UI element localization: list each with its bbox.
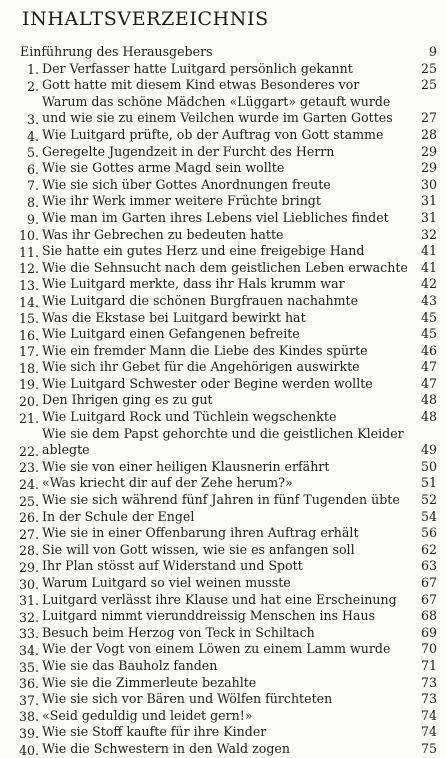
toc-entry-text-line: Wie sie dem Papst gehorchte und die geistlichen Kleider — [42, 425, 404, 441]
toc-entry-text: Geregelte Jugendzeit in der Furcht des Herrn — [42, 143, 335, 159]
toc-entry — [0, 310, 446, 327]
toc-entry — [0, 293, 446, 310]
toc-entry — [0, 144, 446, 161]
toc-entry-number: 28. — [18, 543, 39, 559]
toc-entry-page: 29 — [420, 160, 437, 176]
toc-entry-page: 74 — [420, 707, 437, 723]
toc-entry-text: Der Verfasser hatte Luitgard persönlich gekannt — [42, 60, 353, 76]
toc-entry — [0, 592, 446, 609]
toc-entry-page: 68 — [420, 608, 437, 624]
toc-entry-number: 19. — [18, 377, 39, 393]
toc-entry-number: 35. — [18, 659, 39, 675]
toc-entry — [0, 61, 446, 78]
toc-entry-page: 29 — [420, 143, 437, 159]
toc-entry — [0, 426, 446, 459]
toc-entry-page: 73 — [420, 674, 437, 690]
toc-entry-text — [42, 426, 408, 459]
toc-entry-text: Den Ihrigen ging es zu gut — [42, 392, 213, 408]
toc-entry-page: 43 — [420, 292, 437, 308]
toc-entry — [0, 658, 446, 675]
toc-entry-text: Wie Luitgard die schönen Burgfrauen nachahmte — [42, 292, 359, 308]
toc-entry — [0, 343, 446, 360]
toc-entry — [0, 575, 446, 592]
toc-entry-page: 56 — [420, 525, 437, 541]
toc-entry — [0, 708, 446, 725]
toc-entry-page: 46 — [420, 342, 437, 358]
toc-entry-text-line: und wie sie zu einem Veilchen wurde im Garten Gottes — [42, 110, 393, 126]
toc-entry — [0, 260, 446, 277]
toc-entry-page: 30 — [420, 176, 437, 192]
toc-entry-number: 14. — [18, 294, 39, 310]
toc-entry-number: 39. — [18, 725, 39, 741]
toc-entry-page: 70 — [420, 641, 437, 657]
toc-entry-text-line: ablegte — [42, 442, 90, 458]
toc-entry-number: 8. — [26, 194, 39, 210]
toc-entry-text: Wie sie von einer heiligen Klausnerin erfährt — [42, 458, 330, 474]
toc-entry-text: Luitgard nimmt vierunddreissig Menschen ins Haus — [42, 608, 376, 624]
toc-entry-number: 36. — [18, 676, 39, 692]
toc-entry — [0, 724, 446, 741]
toc-entry-text: Gott hatte mit diesem Kind etwas Besonderes vor — [42, 77, 360, 93]
toc-entry — [0, 459, 446, 476]
toc-entry-page: 69 — [420, 624, 437, 640]
toc-entry-number: 10. — [18, 228, 39, 244]
toc-entry-number: 6. — [26, 161, 39, 177]
toc-entry-page: 32 — [420, 226, 437, 242]
toc-entry-page: 25 — [420, 60, 437, 76]
toc-entry-number: 20. — [18, 394, 39, 410]
toc-entry — [0, 77, 446, 94]
toc-entry — [0, 558, 446, 575]
toc-entry-text: Wie Luitgard einen Gefangenen befreite — [42, 326, 300, 342]
toc-entry-page: 50 — [420, 458, 437, 474]
toc-entry-text: Ihr Plan stösst auf Widerstand und Spott — [42, 558, 303, 574]
toc-entry — [0, 210, 446, 227]
toc-entry-text: Wie ein fremder Mann die Liebe des Kindes spürte — [42, 342, 368, 358]
toc-entry-text: Wie sie sich vor Bären und Wölfen fürchteten — [42, 691, 333, 707]
toc-entry-number: 23. — [18, 460, 39, 476]
toc-list — [0, 44, 446, 758]
toc-entry-text: Wie ihr Werk immer weitere Früchte bringt — [42, 193, 321, 209]
toc-entry-number: 29. — [18, 560, 39, 575]
toc-entry-number: 4. — [26, 128, 39, 144]
toc-entry-text: Wie sie Stoff kaufte für ihre Kinder — [42, 724, 267, 740]
toc-entry-number: 9. — [26, 211, 39, 227]
toc-entry-number: 25. — [18, 493, 39, 509]
toc-entry — [0, 193, 446, 210]
toc-entry-text: Wie Luitgard Schwester oder Begine werden wollte — [42, 375, 373, 391]
toc-entry — [0, 741, 446, 758]
toc-entry-text: Wie Luitgard Rock und Tüchlein wegschenkte — [42, 409, 337, 425]
toc-entry-text: Sie hatte ein gutes Herz und eine freigebige Hand — [42, 243, 365, 259]
toc-entry-text: Wie der Vogt von einem Löwen zu einem Lamm wurde — [42, 641, 391, 657]
toc-entry-page: 51 — [420, 475, 437, 491]
toc-entry — [0, 608, 446, 625]
toc-entry-page: 47 — [420, 375, 437, 391]
toc-entry-number: 26. — [18, 510, 39, 526]
toc-entry-page: 27 — [420, 110, 437, 126]
toc-entry-text: Einführung des Herausgebers — [20, 44, 213, 59]
toc-entry-page: 67 — [420, 575, 437, 590]
toc-entry-text: Was die Ekstase bei Luitgard bewirkt hat — [42, 309, 306, 325]
toc-entry — [0, 359, 446, 376]
toc-entry-number: 27. — [18, 526, 39, 542]
toc-entry — [0, 276, 446, 293]
toc-entry-number: 31. — [18, 593, 39, 609]
toc-entry — [0, 691, 446, 708]
toc-entry — [0, 243, 446, 260]
toc-entry-number: 16. — [18, 327, 39, 343]
page-title: INHALTSVERZEICHNIS — [22, 8, 269, 30]
toc-entry-number: 13. — [18, 277, 39, 293]
toc-entry-text: Besuch beim Herzog von Teck in Schiltach — [42, 624, 315, 640]
toc-entry — [0, 625, 446, 642]
toc-entry-text-line: Warum das schöne Mädchen «Lüggart» getauft wurde — [42, 93, 391, 109]
toc-entry-number: 12. — [18, 261, 39, 277]
toc-entry-text: Wie sie Gottes arme Magd sein wollte — [42, 160, 285, 176]
toc-entry-text: «Seid geduldig und leidet gern!» — [42, 707, 253, 723]
toc-entry-number: 1. — [26, 62, 39, 78]
toc-entry-text: Was ihr Gebrechen zu bedeuten hatte — [42, 226, 284, 242]
toc-entry-number: 40. — [18, 742, 39, 758]
toc-entry-page: 48 — [420, 409, 437, 425]
toc-entry-page: 41 — [420, 259, 437, 275]
toc-entry-number: 22. — [18, 443, 39, 459]
toc-entry-text: Wie man im Garten ihres Lebens viel Liebliches findet — [42, 209, 389, 225]
toc-entry-page: 71 — [420, 657, 437, 673]
toc-entry-text: Wie die Sehnsucht nach dem geistlichen Leben erwachte — [42, 259, 408, 275]
toc-entry-text: Wie Luitgard prüfte, ob der Auftrag von Gott stamme — [42, 126, 384, 142]
toc-entry-text: Wie sie die Zimmerleute bezahlte — [42, 674, 257, 690]
toc-entry-text: «Was kriecht dir auf der Zehe herum?» — [42, 475, 293, 491]
toc-entry-number: 32. — [18, 609, 39, 625]
toc-entry-text: Wie sich ihr Gebet für die Angehörigen auswirkte — [42, 359, 360, 375]
toc-entry — [0, 227, 446, 244]
toc-entry-number: 37. — [18, 692, 39, 708]
toc-entry-number: 21. — [18, 410, 39, 426]
toc-entry-page: 62 — [420, 541, 437, 557]
toc-entry-page: 25 — [420, 77, 437, 93]
toc-entry-number: 7. — [26, 178, 39, 194]
toc-entry-page: 41 — [420, 243, 437, 259]
toc-entry-number: 2. — [26, 78, 39, 94]
toc-entry-page: 63 — [420, 558, 437, 574]
toc-entry-number: 30. — [18, 576, 39, 592]
toc-entry — [0, 392, 446, 409]
toc-entry-page: 45 — [420, 326, 437, 342]
toc-entry — [0, 160, 446, 177]
toc-entry-text: In der Schule der Engel — [42, 508, 195, 524]
toc-entry-number: 17. — [18, 344, 39, 360]
toc-entry-text: Luitgard verlässt ihre Klause und hat eine Erscheinung — [42, 591, 397, 607]
toc-entry-page: 75 — [420, 740, 437, 756]
toc-entry-text: Wie Luitgard merkte, dass ihr Hals krumm war — [42, 276, 345, 292]
toc-entry-number: 33. — [18, 626, 39, 642]
toc-entry-page: 28 — [420, 126, 437, 142]
toc-entry — [0, 409, 446, 426]
toc-entry-text: Wie sie sich während fünf Jahren in fünf Tugenden übte — [42, 492, 400, 508]
toc-entry-number: 34. — [18, 642, 39, 658]
toc-entry-page: 9 — [428, 44, 437, 59]
toc-entry-page: 31 — [420, 193, 437, 209]
toc-entry — [0, 326, 446, 343]
toc-entry-page: 47 — [420, 359, 437, 375]
toc-entry-page: 54 — [420, 508, 437, 524]
toc-entry-page: 49 — [420, 442, 437, 458]
toc-entry — [0, 94, 446, 127]
toc-entry-text: Wie sie sich über Gottes Anordnungen freute — [42, 176, 331, 192]
toc-entry-text: Warum Luitgard so viel weinen musste — [42, 575, 291, 590]
toc-entry-page: 67 — [420, 591, 437, 607]
toc-entry — [0, 525, 446, 542]
toc-entry-text — [42, 94, 408, 127]
toc-entry-page: 48 — [420, 392, 437, 408]
toc-entry-number: 5. — [26, 145, 39, 161]
toc-entry-number: 18. — [18, 360, 39, 376]
toc-entry-page: 42 — [420, 276, 437, 292]
toc-entry — [0, 127, 446, 144]
toc-entry-intro — [0, 44, 446, 61]
toc-entry-number: 11. — [18, 244, 39, 260]
toc-entry-text: Wie sie in einer Offenbarung ihren Auftrag erhält — [42, 525, 359, 541]
toc-entry-number: 15. — [18, 311, 39, 327]
toc-entry-number: 3. — [26, 111, 39, 127]
toc-entry — [0, 492, 446, 509]
toc-entry-page: 52 — [420, 492, 437, 508]
toc-entry — [0, 177, 446, 194]
toc-entry-page: 31 — [420, 209, 437, 225]
toc-entry-text: Sie will von Gott wissen, wie sie es anfangen soll — [42, 541, 355, 557]
toc-entry — [0, 675, 446, 692]
toc-entry — [0, 509, 446, 526]
toc-entry-text: Wie sie das Bauholz fanden — [42, 657, 218, 673]
toc-entry-page: 73 — [420, 691, 437, 707]
toc-entry-number: 24. — [18, 477, 39, 493]
toc-entry-number: 38. — [18, 709, 39, 725]
toc-entry — [0, 475, 446, 492]
toc-entry — [0, 641, 446, 658]
toc-entry-text: Wie die Schwestern in den Wald zogen — [42, 740, 290, 756]
toc-entry-page: 45 — [420, 309, 437, 325]
toc-entry-page: 74 — [420, 724, 437, 740]
toc-entry — [0, 542, 446, 559]
toc-entry — [0, 376, 446, 393]
